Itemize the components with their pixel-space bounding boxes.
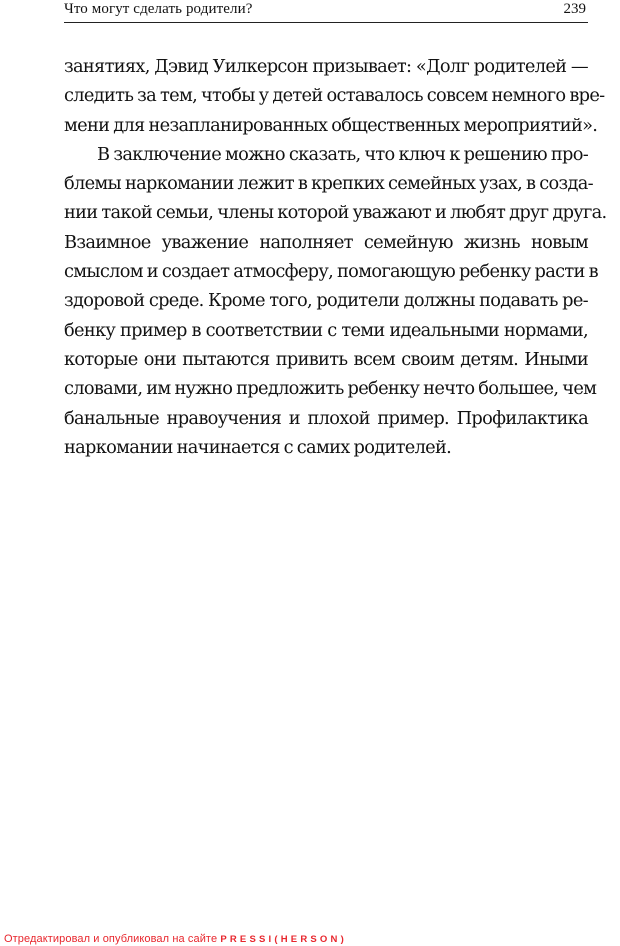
text-line: блемы наркомании лежит в крепких семейных узах, в созда- xyxy=(64,173,593,195)
text-line: банальные нравоучения и плохой пример. Профилактика xyxy=(64,407,588,429)
text-line: занятиях, Дэвид Уилкерсон призывает: «Долг родителей — xyxy=(64,56,588,77)
text-line: наркомании начинается с самих родителей. xyxy=(64,436,452,458)
text-line: здоровой среде. Кроме того, родители должны подавать ре- xyxy=(64,290,588,312)
text-line: нии такой семьи, члены которой уважают и любят друг друга. xyxy=(64,202,607,224)
text-line: следить за тем, чтобы у детей оставалось совсем немного вре- xyxy=(64,85,605,107)
publisher-footer xyxy=(4,933,347,945)
running-title: Что могут сделать родители? xyxy=(64,1,253,17)
footer-note-text: Отредактировал и опубликовал на сайте xyxy=(4,933,218,945)
text-line: словами, им нужно предложить ребенку нечто большее, чем xyxy=(64,378,597,400)
page-number: 239 xyxy=(563,1,586,17)
text-line: смыслом и создает атмосферу, помогающую ребенку расти в xyxy=(64,261,598,283)
text-line: которые они пытаются привить всем своим детям. Иными xyxy=(64,348,588,370)
text-line: Взаимное уважение наполняет семейную жизнь новым xyxy=(64,231,588,253)
running-header xyxy=(64,0,588,23)
text-line: мени для незапланированных общественных мероприятий». xyxy=(64,114,598,136)
text-line: бенку пример в соответствии с теми идеальными нормами, xyxy=(64,319,588,341)
body-text xyxy=(64,52,607,462)
footer-site-link[interactable]: PRESSI(HERSON) xyxy=(220,934,347,945)
paragraph-first-line: В заключение можно сказать, что ключ к решению про- xyxy=(97,143,589,165)
